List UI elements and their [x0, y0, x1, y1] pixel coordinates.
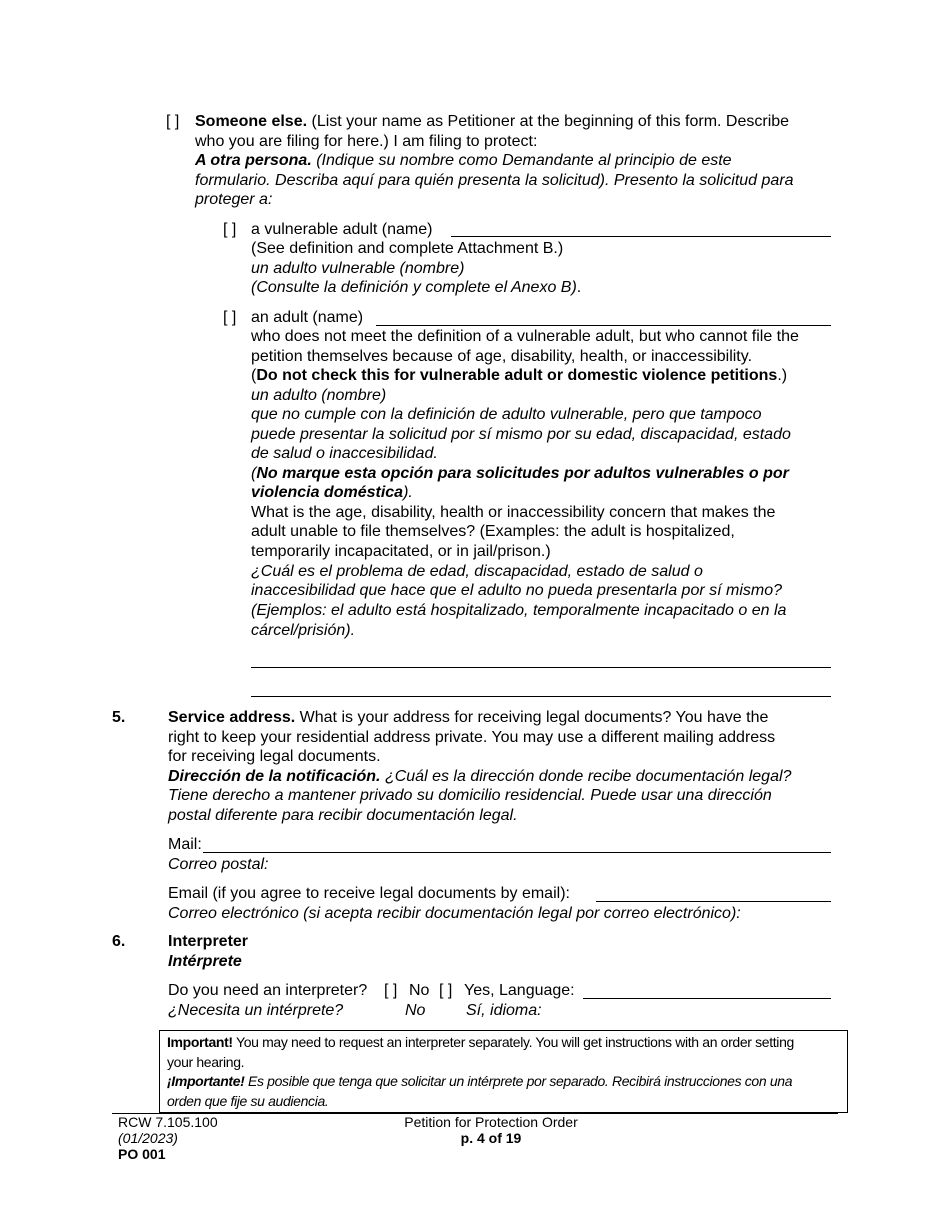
vulnerable-adult-es-note-end: . [576, 279, 582, 296]
section5-es-line3: postal diferente para recibir documentación legal. [168, 807, 518, 824]
important-es-line1 [167, 1071, 792, 1091]
section5-es-title: Dirección de la notificación. [168, 768, 381, 785]
important-es-line2: orden que fije su audiencia. [167, 1093, 329, 1109]
vulnerable-adult-label: a vulnerable adult (name) [251, 221, 433, 238]
mail-label: Mail: [168, 836, 202, 853]
someone-else-es-line2: formulario. Describa aquí para quién presenta la solicitud). Presento la solicitud para [195, 172, 794, 189]
someone-else-heading [195, 112, 789, 132]
section5-line3: for receiving legal documents. [168, 748, 381, 765]
adult-question-es2: inaccesibilidad que hace que el adulto no pueda presentarla por sí mismo? [251, 582, 783, 599]
adult-line3-open: ( [251, 367, 257, 384]
section5-line1: What is your address for receiving legal documents? You have the [295, 709, 769, 726]
adult-es4: de salud o inaccesibilidad. [251, 445, 438, 462]
interpreter-yes-checkbox[interactable]: [ ] [439, 982, 453, 999]
section5-line2: right to keep your residential address private. You may use a different mailing address [168, 729, 776, 746]
someone-else-es-line3: proteger a: [195, 191, 273, 208]
important-es-bold: ¡Importante! [167, 1073, 245, 1089]
section5-number: 5. [112, 709, 126, 726]
important-text: You may need to request an interpreter separately. You will get instructions with an order setting [232, 1034, 794, 1050]
email-field[interactable] [596, 901, 831, 902]
adult-question-es1: ¿Cuál es el problema de edad, discapacidad, estado de salud o [251, 563, 703, 580]
important-es-text: Es posible que tenga que solicitar un intérprete por separado. Recibirá instrucciones con una [244, 1073, 793, 1089]
interpreter-no-label: No [409, 982, 430, 999]
adult-es1: un adulto (nombre) [251, 387, 387, 404]
section6-title: Interpreter [168, 933, 249, 950]
footer-form-number: PO 001 [118, 1146, 166, 1162]
someone-else-es-heading [195, 151, 732, 171]
section6-title-es: Intérprete [168, 953, 242, 970]
vulnerable-adult-es-label: un adulto vulnerable (nombre) [251, 260, 465, 277]
adult-es5-bold: No marque esta opción para solicitudes por adultos vulnerables o por [256, 465, 789, 482]
section5-es-line2: Tiene derecho a mantener privado su domicilio residencial. Puede usar una dirección [168, 787, 772, 804]
adult-question3: temporarily incapacitated, or in jail/prison.) [251, 543, 551, 560]
someone-else-es-text: (Indique su nombre como Demandante al principio de este [311, 152, 732, 169]
adult-es2: que no cumple con la definición de adulto vulnerable, pero que tampoco [251, 406, 762, 423]
interpreter-no-checkbox[interactable]: [ ] [384, 982, 398, 999]
adult-line3-bold: Do not check this for vulnerable adult or domestic violence petitions [256, 367, 778, 384]
section5-title: Service address. [168, 709, 296, 726]
vulnerable-adult-es-note-line [251, 278, 581, 298]
adult-concern-field-2[interactable] [251, 696, 831, 697]
vulnerable-adult-es-note: (Consulte la definición y complete el Anexo B) [251, 279, 577, 296]
mail-label-es: Correo postal: [168, 856, 269, 873]
section6-number: 6. [112, 933, 126, 950]
adult-line2: petition themselves because of age, disability, health, or inaccessibility. [251, 348, 753, 365]
adult-line3 [251, 366, 787, 386]
adult-es6 [251, 483, 413, 503]
important-line1 [167, 1032, 794, 1052]
adult-line3-close: .) [777, 367, 788, 384]
email-label-es: Correo electrónico (si acepta recibir documentación legal por correo electrónico): [168, 905, 741, 922]
vulnerable-adult-checkbox[interactable]: [ ] [223, 221, 237, 238]
interpreter-question: Do you need an interpreter? [168, 982, 368, 999]
adult-question1: What is the age, disability, health or inaccessibility concern that makes the [251, 504, 776, 521]
footer-page-number: p. 4 of 19 [460, 1130, 522, 1146]
interpreter-yes-es: Sí, idioma: [466, 1002, 542, 1019]
someone-else-es-bold: A otra persona. [195, 152, 312, 169]
someone-else-bold: Someone else. [195, 113, 308, 130]
adult-es5-open: ( [251, 465, 257, 482]
adult-es6-close: ). [403, 484, 413, 501]
section5-heading [168, 708, 768, 728]
someone-else-line2: who you are filing for here.) I am filing to protect: [195, 133, 538, 150]
interpreter-no-es: No [405, 1002, 426, 1019]
section5-es-line1: ¿Cuál es la dirección donde recibe documentación legal? [380, 768, 792, 785]
adult-concern-field-1[interactable] [251, 667, 831, 668]
important-line2: your hearing. [167, 1054, 245, 1070]
footer-title: Petition for Protection Order [404, 1114, 578, 1130]
adult-name-field[interactable] [376, 325, 831, 326]
adult-es3: puede presentar la solicitud por sí mismo por su edad, discapacidad, estado [251, 426, 791, 443]
adult-question-es4: cárcel/prisión). [251, 622, 356, 639]
footer-date: (01/2023) [118, 1130, 178, 1146]
adult-line1: who does not meet the definition of a vulnerable adult, but who cannot file the [251, 328, 799, 345]
interpreter-language-field[interactable] [583, 998, 831, 999]
adult-question2: adult unable to file themselves? (Examples: the adult is hospitalized, [251, 523, 735, 540]
adult-label: an adult (name) [251, 309, 364, 326]
section5-es-heading [168, 767, 791, 787]
vulnerable-adult-name-field[interactable] [451, 236, 831, 237]
adult-es5 [251, 464, 789, 484]
interpreter-yes-label: Yes, Language: [464, 982, 575, 999]
vulnerable-adult-note: (See definition and complete Attachment B.) [251, 240, 564, 257]
email-label: Email (if you agree to receive legal documents by email): [168, 885, 570, 902]
interpreter-question-es: ¿Necesita un intérprete? [168, 1002, 344, 1019]
adult-checkbox[interactable]: [ ] [223, 309, 237, 326]
mail-field[interactable] [203, 852, 831, 853]
adult-question-es3: (Ejemplos: el adulto está hospitalizado, temporalmente incapacitado o en la [251, 602, 787, 619]
someone-else-checkbox[interactable]: [ ] [166, 113, 180, 130]
footer-rcw: RCW 7.105.100 [118, 1114, 218, 1130]
important-bold: Important! [167, 1034, 233, 1050]
someone-else-text: (List your name as Petitioner at the beginning of this form. Describe [307, 113, 790, 130]
adult-es6-bold: violencia doméstica [251, 484, 404, 501]
